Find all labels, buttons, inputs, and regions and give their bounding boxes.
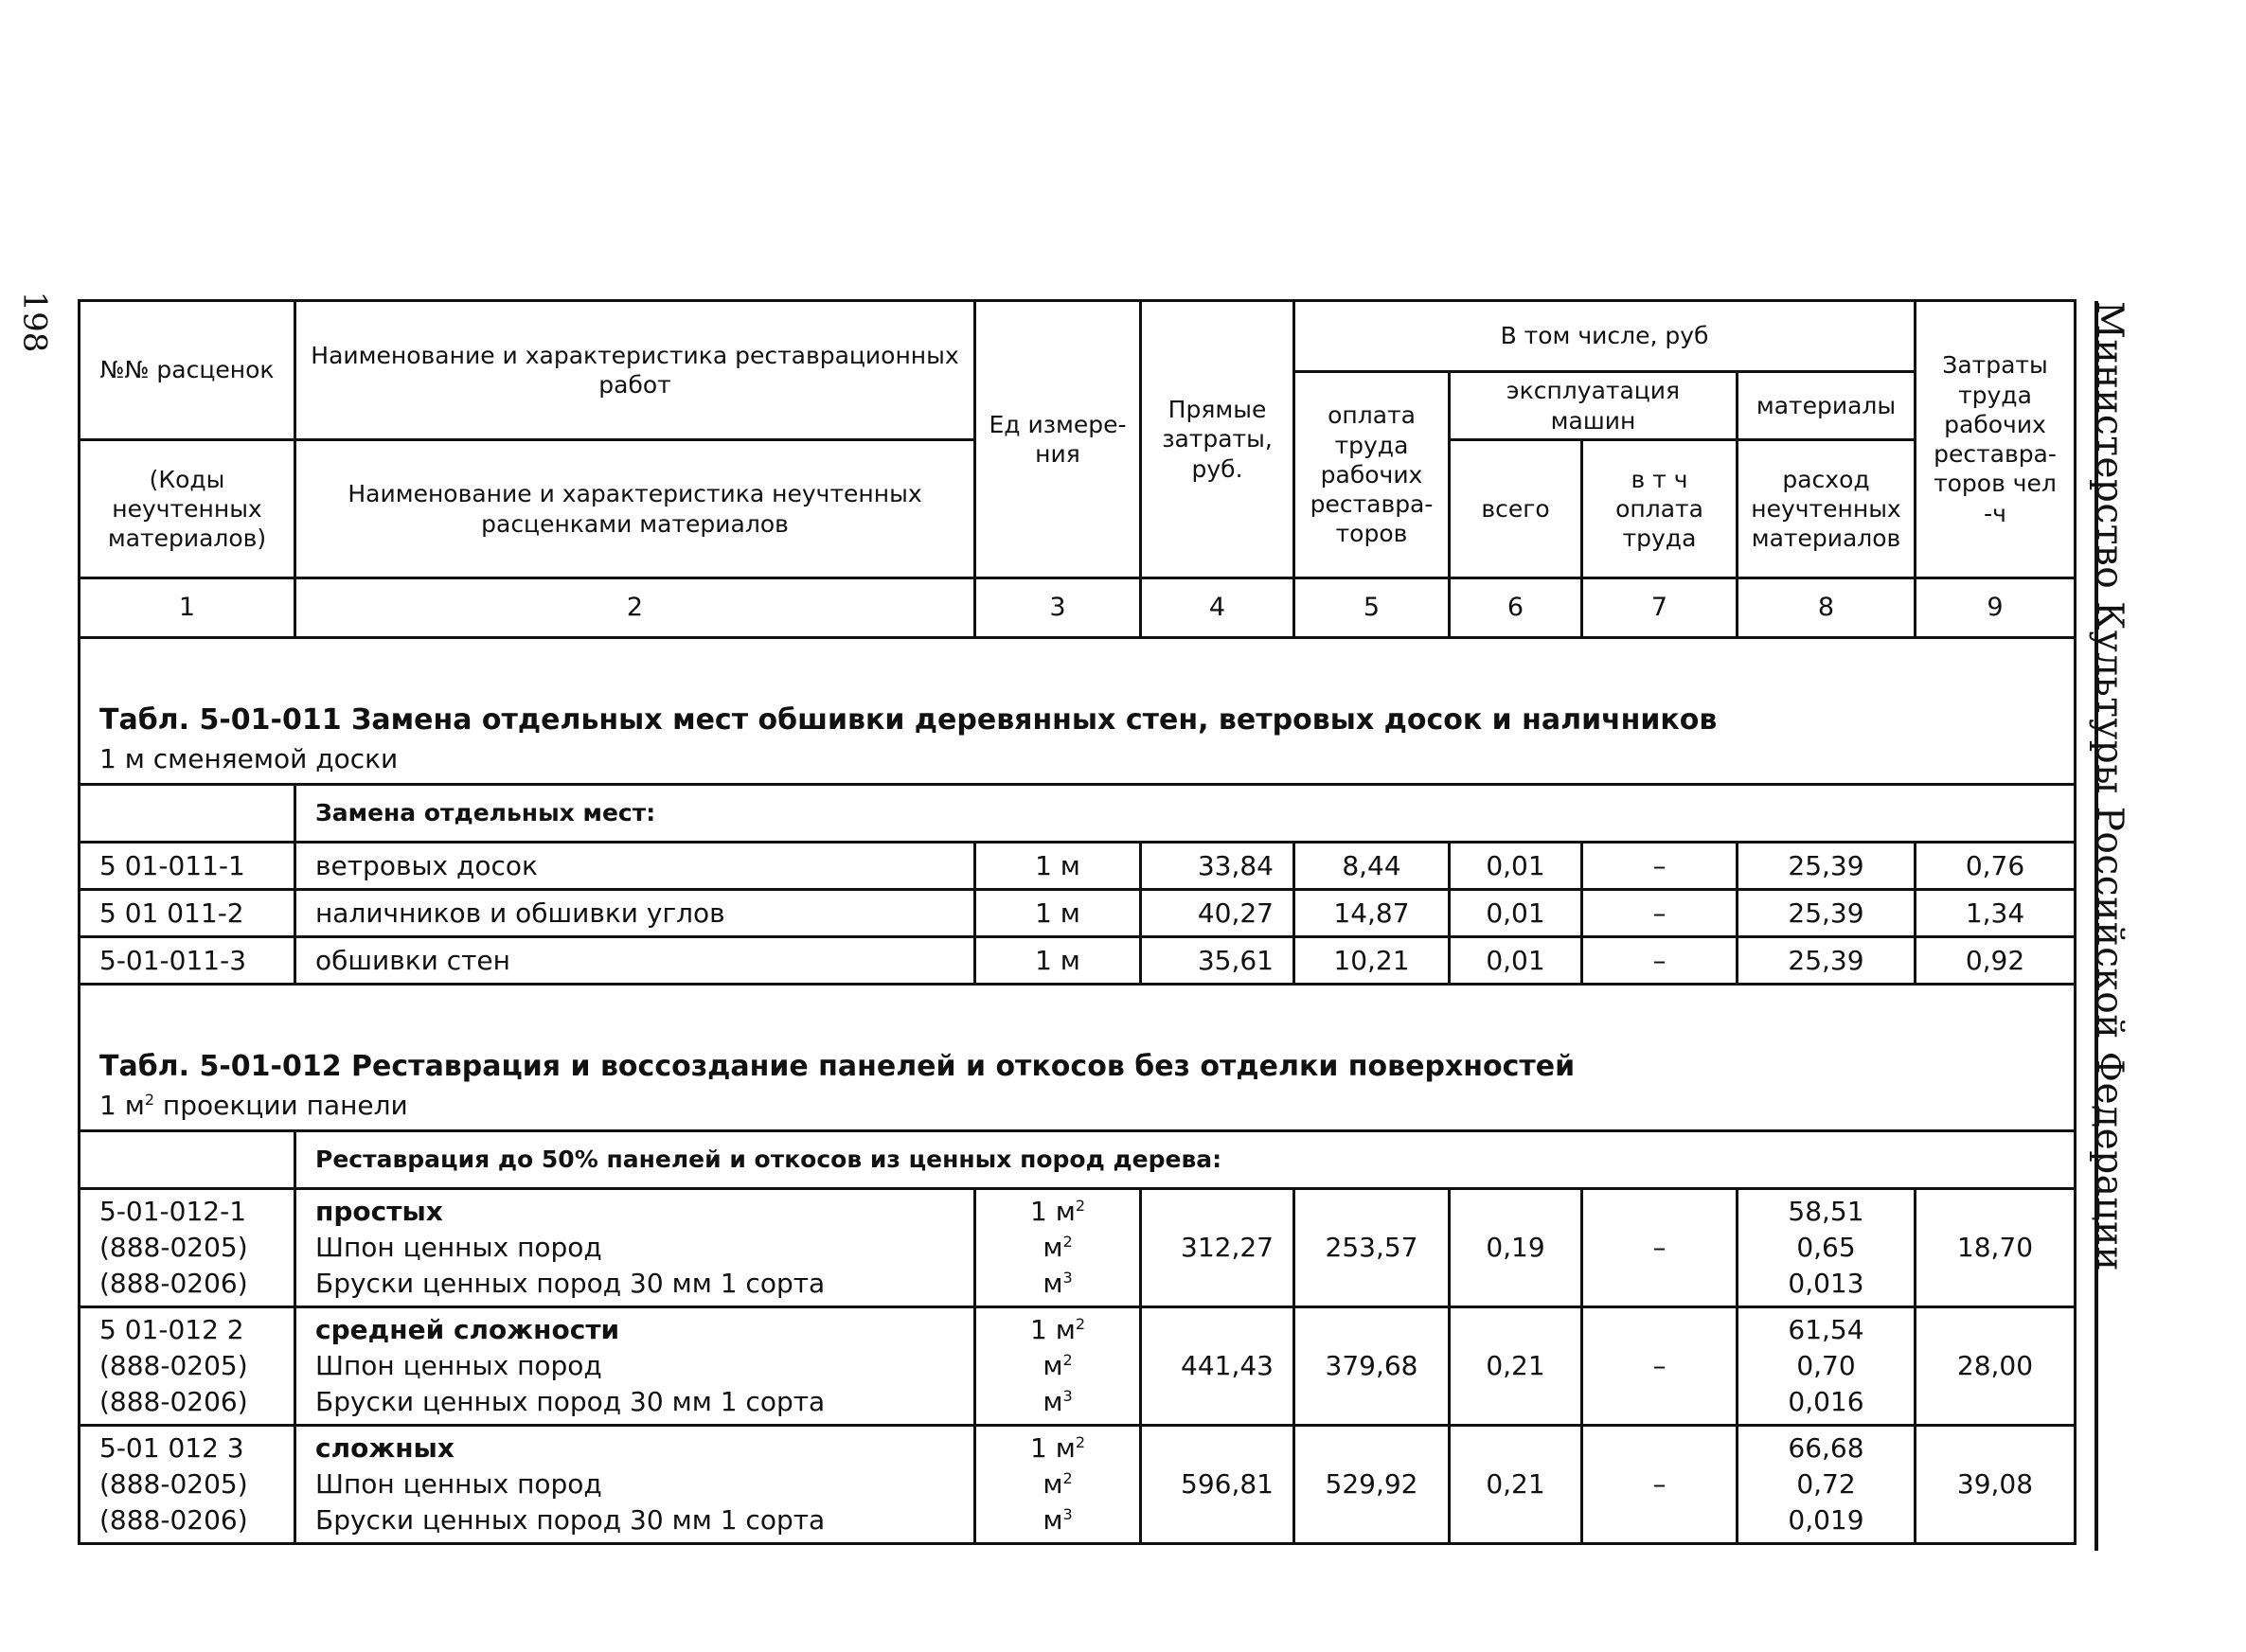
empty-cell [80,1131,295,1189]
header-labor-hours: Затраты труда рабочих реставра-торов чел -ч [1916,301,2076,578]
unit: $м^2$ [1043,1468,1073,1500]
header-row-1 [80,301,2076,372]
material-code: (888-0206) [99,1268,248,1299]
materials: 25,39 [1738,890,1916,937]
work-name-cell [295,1307,975,1426]
labor-pay: 14,87 [1294,890,1450,937]
section-title-row [80,985,2076,1131]
unit: $м^2$ [1043,1350,1073,1381]
column-number: 2 [295,578,975,638]
rate-code: 5-01-012-1 [99,1196,247,1227]
rate-code: 5 01-012 2 [99,1314,244,1345]
work-name: простых [315,1196,443,1227]
column-number: 6 [1450,578,1582,638]
column-number: 8 [1738,578,1916,638]
table-row [80,1307,2076,1426]
materials-cell [1738,1189,1916,1307]
column-number: 4 [1141,578,1294,638]
materials: 66,68 [1788,1432,1864,1464]
materials: 58,51 [1788,1196,1864,1227]
material-code: (888-0205) [99,1350,248,1381]
section-title [80,638,2076,785]
table-row [80,1189,2076,1307]
header-rate-numbers: №№ расценок [80,301,295,440]
header-work-name: Наименование и характеристика реставрационных работ [295,301,975,440]
unit: 1 м [975,890,1141,937]
machines-total: 0,21 [1450,1307,1582,1426]
material-qty: 0,72 [1796,1468,1856,1500]
labor-pay: 253,57 [1294,1189,1450,1307]
table-row [80,843,2076,890]
running-header: Министерство Культуры Российской Федерации [2094,301,2157,1551]
material-code: (888-0205) [99,1468,248,1500]
header-direct-costs: Прямые затраты, руб. [1141,301,1294,578]
unit-cell [975,1189,1141,1307]
labor-pay: 8,44 [1294,843,1450,890]
material-code: (888-0205) [99,1232,248,1263]
section-title [80,985,2076,1131]
rate-code-cell [80,1189,295,1307]
work-name: ветровых досок [295,843,975,890]
material-qty: 0,65 [1796,1232,1856,1263]
group-row [80,785,2076,843]
rate-code: 5-01-011-3 [80,937,295,985]
machines-total: 0,01 [1450,937,1582,985]
rate-code-cell [80,1426,295,1544]
material-name: Бруски ценных пород 30 мм 1 сорта [315,1268,826,1299]
column-number: 1 [80,578,295,638]
material-name: Бруски ценных пород 30 мм 1 сорта [315,1504,826,1536]
group-label: Реставрация до 50% панелей и откосов из ценных пород дерева: [295,1131,2076,1189]
header-machines-labor: в т ч оплата труда [1582,440,1738,578]
unit-cell [975,1307,1141,1426]
material-qty: 0,013 [1788,1268,1864,1299]
labor-hours: 18,70 [1916,1189,2076,1307]
section-title-text: Табл. 5-01-011 Замена отдельных мест обшивки деревянных стен, ветровых досок и наличников [99,702,1718,737]
empty-cell [80,785,295,843]
header-materials: материалы [1738,372,1916,440]
unit: 1 $м^2$ [1029,1314,1086,1345]
rate-code: 5-01 012 3 [99,1432,244,1464]
material-qty: 0,019 [1788,1504,1864,1536]
work-name-cell [295,1189,975,1307]
column-number: 3 [975,578,1141,638]
work-name: наличников и обшивки углов [295,890,975,937]
rates-table [78,299,2077,1545]
machines-labor: – [1582,1426,1738,1544]
direct-costs: 441,43 [1141,1307,1294,1426]
labor-hours: 0,92 [1916,937,2076,985]
direct-costs: 35,61 [1141,937,1294,985]
page-number: 198 [15,291,53,353]
machines-labor: – [1582,1307,1738,1426]
materials-cell [1738,1307,1916,1426]
header-machines: эксплуатация машин [1450,372,1738,440]
header-machines-total: всего [1450,440,1582,578]
column-number: 5 [1294,578,1450,638]
material-name: Бруски ценных пород 30 мм 1 сорта [315,1386,826,1417]
labor-hours: 39,08 [1916,1426,2076,1544]
column-numbers [80,578,2076,638]
section-unit: 1 $м^2$ проекции панели [99,1089,408,1121]
labor-hours: 1,34 [1916,890,2076,937]
materials-cell [1738,1426,1916,1544]
machines-total: 0,01 [1450,890,1582,937]
material-name: Шпон ценных пород [315,1468,602,1500]
machines-total: 0,01 [1450,843,1582,890]
material-qty: 0,016 [1788,1386,1864,1417]
rate-code: 5 01 011-2 [80,890,295,937]
unit: 1 м [975,937,1141,985]
unit: 1 м [975,843,1141,890]
group-label: Замена отдельных мест: [295,785,2076,843]
material-name: Шпон ценных пород [315,1232,602,1263]
materials: 61,54 [1788,1314,1864,1345]
group-row [80,1131,2076,1189]
material-code: (888-0206) [99,1504,248,1536]
unit: 1 $м^2$ [1029,1196,1086,1227]
materials: 25,39 [1738,937,1916,985]
labor-hours: 0,76 [1916,843,2076,890]
table-row [80,890,2076,937]
machines-labor: – [1582,1189,1738,1307]
direct-costs: 33,84 [1141,843,1294,890]
column-number: 7 [1582,578,1738,638]
machines-labor: – [1582,937,1738,985]
rate-code: 5 01-011-1 [80,843,295,890]
unit: $м^3$ [1043,1268,1073,1299]
work-name: сложных [315,1432,455,1464]
header-material-usage: расход неучтенных материалов [1738,440,1916,578]
material-code: (888-0206) [99,1386,248,1417]
machines-labor: – [1582,843,1738,890]
unit-cell [975,1426,1141,1544]
column-number: 9 [1916,578,2076,638]
rate-code-cell [80,1307,295,1426]
section-title-row [80,638,2076,785]
section-unit: 1 м сменяемой доски [99,742,399,774]
labor-pay: 529,92 [1294,1426,1450,1544]
header-material-codes: (Коды неучтенных материалов) [80,440,295,578]
labor-hours: 28,00 [1916,1307,2076,1426]
header-material-names: Наименование и характеристика неучтенных расценками материалов [295,440,975,578]
header-including: В том числе, руб [1294,301,1916,372]
machines-total: 0,19 [1450,1189,1582,1307]
direct-costs: 312,27 [1141,1189,1294,1307]
section-title-text: Табл. 5-01-012 Реставрация и воссоздание панелей и откосов без отделки поверхностей [99,1049,1576,1083]
machines-labor: – [1582,890,1738,937]
materials: 25,39 [1738,843,1916,890]
direct-costs: 596,81 [1141,1426,1294,1544]
material-name: Шпон ценных пород [315,1350,602,1381]
header-labor-pay: оплата труда рабочих реставра-торов [1294,372,1450,578]
table-row [80,1426,2076,1544]
labor-pay: 10,21 [1294,937,1450,985]
unit: 1 $м^2$ [1029,1432,1086,1464]
unit: $м^3$ [1043,1386,1073,1417]
work-name-cell [295,1426,975,1544]
unit: $м^2$ [1043,1232,1073,1263]
labor-pay: 379,68 [1294,1307,1450,1426]
machines-total: 0,21 [1450,1426,1582,1544]
work-name: обшивки стен [295,937,975,985]
table-row [80,937,2076,985]
work-name: средней сложности [315,1314,620,1345]
material-qty: 0,70 [1796,1350,1856,1381]
header-unit: Ед измере-ния [975,301,1141,578]
direct-costs: 40,27 [1141,890,1294,937]
unit: $м^3$ [1043,1504,1073,1536]
